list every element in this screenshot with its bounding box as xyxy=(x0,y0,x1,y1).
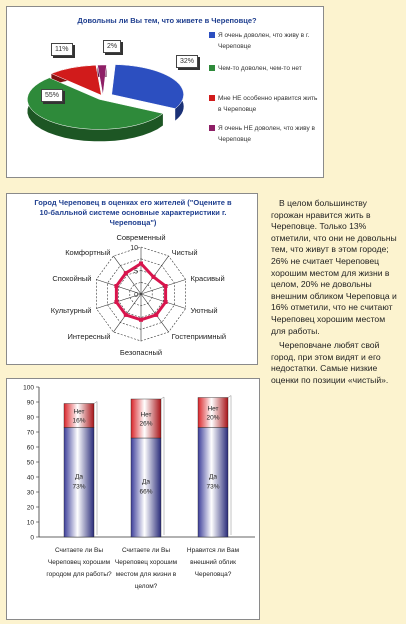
article-paragraph: Череповчане любят свой город, при этом видят и его недостатки. Самые низкие оценки по позиции «чистый». xyxy=(271,340,389,385)
pie-chart-panel xyxy=(6,6,324,178)
bar-yes-value: 66% xyxy=(139,488,153,496)
bar-y-tick-label: 0 xyxy=(30,534,34,542)
bar-y-tick-label: 90 xyxy=(26,399,34,407)
legend-item-partly-satisfied xyxy=(218,63,322,74)
bar-category-label: городом для работы? xyxy=(46,571,112,578)
article-paragraph: В целом большинству горожан нравится жить в Череповце. Только 13% отметили, что они не довольны тем, что живут в этом городе; 26% не считает Череповец хорошим местом для жизни в целом, 20% не довольны внешним обликом Череповца и 16% отметили, что не считают Череповец хорошим местом для работы. xyxy=(271,198,397,336)
radar-point xyxy=(154,313,158,317)
bar-y-tick-label: 30 xyxy=(26,489,34,497)
bar-y-tick-label: 80 xyxy=(26,414,34,422)
radar-chart xyxy=(7,231,259,365)
pie-label-11: 11% xyxy=(51,43,73,56)
bar-category-label: Считаете ли Вы xyxy=(121,547,171,554)
radar-tick-label: 10 xyxy=(130,245,138,252)
radar-point xyxy=(124,271,128,275)
bar-no-value: 20% xyxy=(206,414,220,422)
legend-swatch xyxy=(209,125,215,131)
bar-yes-value: 73% xyxy=(72,483,86,491)
radar-axis-label: Безопасный xyxy=(119,348,163,357)
legend-label: Я очень НЕ доволен, что живу в Череповце xyxy=(218,125,315,143)
bar-no xyxy=(198,398,228,428)
bar-y-tick-label: 40 xyxy=(26,474,34,482)
radar-point xyxy=(139,318,143,322)
bar-y-tick-label: 70 xyxy=(26,429,34,437)
pie-chart-title: Довольны ли Вы тем, что живете в Череповце? xyxy=(77,16,257,25)
bar-yes xyxy=(198,428,228,538)
pie-label-32: 32% xyxy=(176,55,198,68)
bar-y-tick-label: 50 xyxy=(26,459,34,467)
bar-no-value: 16% xyxy=(72,417,86,425)
radar-axis-label: Красивый xyxy=(190,273,225,283)
legend-item-not-pleased xyxy=(218,93,322,115)
article-text xyxy=(271,198,401,387)
bar-category-label: внешний облик xyxy=(190,559,236,566)
bar-no-label: Нет xyxy=(140,411,152,419)
bar-no-label: Нет xyxy=(73,408,85,416)
radar-point xyxy=(164,300,168,304)
radar-chart-panel xyxy=(6,193,258,365)
bar-no xyxy=(131,399,161,438)
pie-label-2: 2% xyxy=(103,40,121,53)
legend-item-very-satisfied xyxy=(218,30,322,52)
legend-item-very-unsatisfied xyxy=(218,123,322,145)
pie-label-55: 55% xyxy=(41,89,63,102)
radar-point xyxy=(151,275,155,279)
legend-swatch xyxy=(209,32,215,38)
radar-point xyxy=(114,300,118,304)
bar-yes-label: Да xyxy=(208,473,218,481)
bar-yes-label: Да xyxy=(141,478,151,486)
bar-category-label: Череповца? xyxy=(194,571,232,578)
bar-category-label: Считаете ли Вы xyxy=(54,547,104,554)
bar-yes-value: 73% xyxy=(206,483,220,491)
radar-chart-title: Город Череповец в оценках его жителей ("Оцените в 10-балльной системе основные характеристики г. Череповца") xyxy=(34,198,232,227)
bar-no-label: Нет xyxy=(207,405,219,413)
bar-no-value: 26% xyxy=(139,420,153,428)
bar-y-tick-label: 20 xyxy=(26,504,34,512)
bar-category-label: Череповец хорошим xyxy=(114,559,178,566)
bar-chart xyxy=(7,379,259,619)
bar-yes xyxy=(64,428,94,538)
legend-label: Мне НЕ особенно нравится жить в Череповце xyxy=(218,95,318,113)
radar-tick-label: 0 xyxy=(134,292,138,299)
radar-point xyxy=(124,313,128,317)
legend-label: Я очень доволен, что живу в г. Череповце xyxy=(218,32,310,50)
bar-y-tick-label: 100 xyxy=(23,384,34,392)
bar-category-label: местом для жизни в xyxy=(115,571,177,578)
radar-axis-label: Спокойный xyxy=(52,273,92,283)
radar-point xyxy=(114,284,118,288)
bar-yes-label: Да xyxy=(74,473,84,481)
radar-point xyxy=(139,262,143,266)
radar-axis-label: Комфортный xyxy=(65,247,111,257)
bar-category-label: Нравится ли Вам xyxy=(186,547,240,554)
radar-axis xyxy=(141,279,186,294)
bar-chart-panel xyxy=(6,378,260,620)
radar-axis-label: Культурный xyxy=(50,306,92,316)
radar-point xyxy=(164,284,168,288)
radar-axis-label: Интересный xyxy=(67,332,111,342)
legend-swatch xyxy=(209,65,215,71)
radar-axis-label: Уютный xyxy=(190,306,218,316)
bar-category-label: целом? xyxy=(134,583,158,590)
radar-axis-label: Чистый xyxy=(171,247,198,257)
legend-swatch xyxy=(209,95,215,101)
radar-tick-label: 5 xyxy=(134,268,138,276)
bar-y-tick-label: 60 xyxy=(26,444,34,452)
radar-axis-label: Гостеприимный xyxy=(171,332,227,342)
legend-label: Чем-то доволен, чем-то нет xyxy=(218,65,302,72)
pie-slice xyxy=(112,65,184,109)
radar-axis-label: Современный xyxy=(116,233,166,242)
bar-yes xyxy=(131,438,161,537)
bar-category-label: Череповец хорошим xyxy=(47,559,111,566)
bar-y-tick-label: 10 xyxy=(26,519,34,527)
